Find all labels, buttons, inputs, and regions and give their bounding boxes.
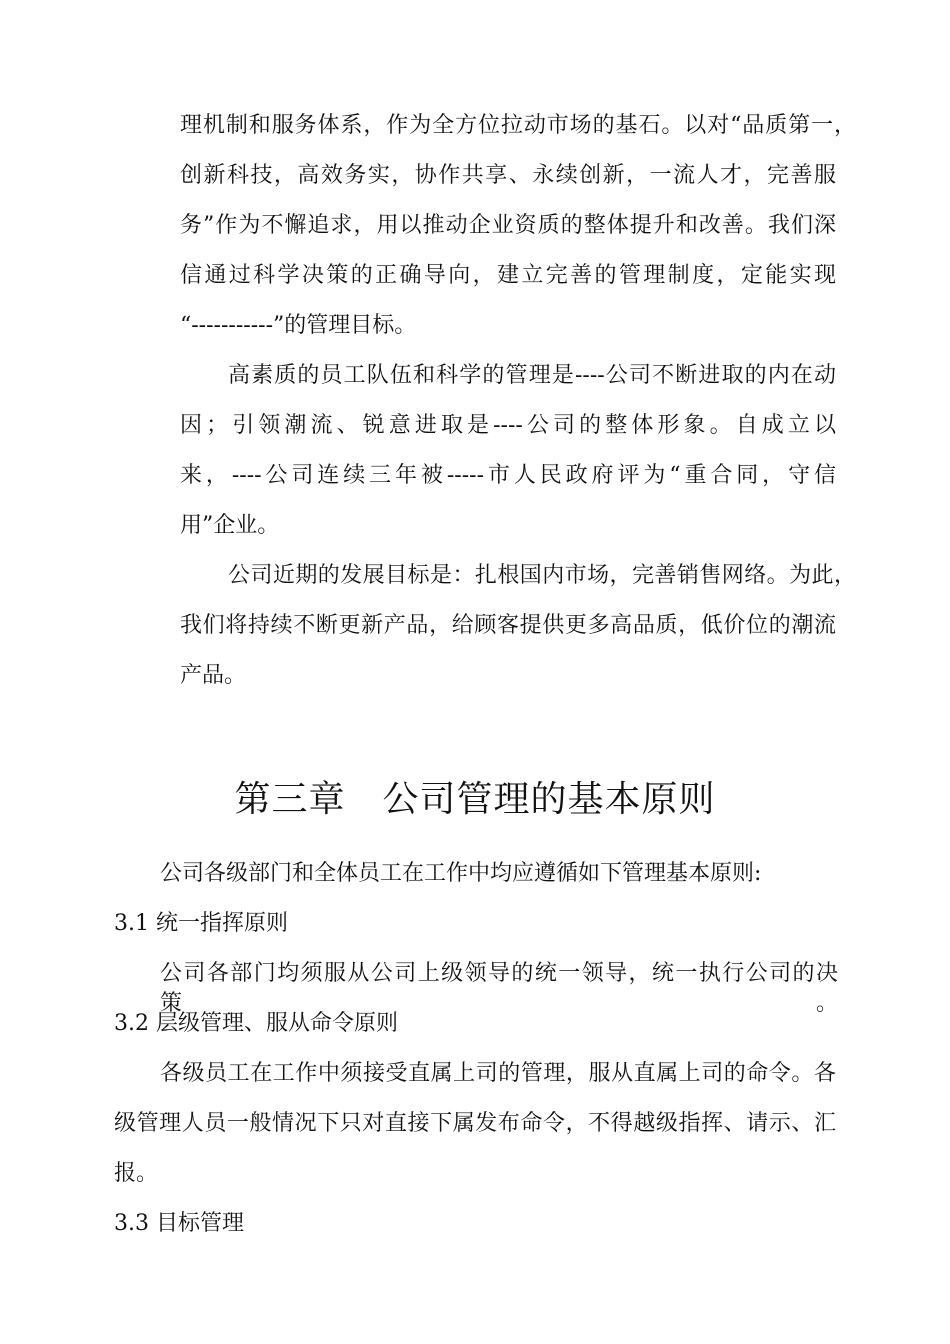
section-3-1-body-line-1: 公司各部门均须服从公司上级领导的统一领导，统一执行公司的决策。: [160, 961, 838, 1016]
section-3-3-heading: 3.3 目标管理: [114, 1211, 244, 1236]
section-3-2-body-line-2: 级管理人员一般情况下只对直接下属发布命令，不得越级指挥、请示、汇: [114, 1111, 836, 1136]
section-3-2-heading: 3.2 层级管理、服从命令原则: [114, 1011, 398, 1036]
intro-p1-line-1: 理机制和服务体系，作为全方位拉动市场的基石。以对“品质第一，: [180, 113, 856, 138]
intro-p1-line-3: 务”作为不懈追求，用以推动企业资质的整体提升和改善。我们深: [180, 213, 836, 238]
intro-p3-line-1: 公司近期的发展目标是：扎根国内市场，完善销售网络。为此，: [228, 563, 856, 588]
section-3-2-body-line-3: 报。: [114, 1161, 159, 1186]
intro-p1-line-2: 创新科技，高效务实，协作共享、永续创新，一流人才，完善服: [180, 163, 836, 188]
intro-p2-line-4: 用”企业。: [180, 513, 280, 538]
intro-p2-line-1: 高素质的员工队伍和科学的管理是----公司不断进取的内在动: [228, 363, 836, 388]
intro-p3-line-3: 产品。: [180, 663, 247, 688]
intro-p1-line-4: 信通过科学决策的正确导向，建立完善的管理制度，定能实现: [180, 263, 836, 288]
section-3-1-heading: 3.1 统一指挥原则: [114, 911, 288, 936]
intro-p2-line-2: 因；引领潮流、锐意进取是----公司的整体形象。自成立以: [180, 413, 836, 438]
section-3-2-body-line-1: 各级员工在工作中须接受直属上司的管理，服从直属上司的命令。各: [160, 1061, 836, 1086]
chapter-title: 第三章 公司管理的基本原则: [234, 779, 716, 820]
chapter-lead: 公司各级部门和全体员工在工作中均应遵循如下管理基本原则:: [160, 861, 762, 886]
intro-p3-line-2: 我们将持续不断更新产品，给顾客提供更多高品质，低价位的潮流: [180, 613, 836, 638]
intro-p2-line-3: 来，----公司连续三年被-----市人民政府评为“重合同，守信: [180, 463, 836, 488]
intro-p1-line-5: “-----------”的管理目标。: [180, 313, 417, 338]
